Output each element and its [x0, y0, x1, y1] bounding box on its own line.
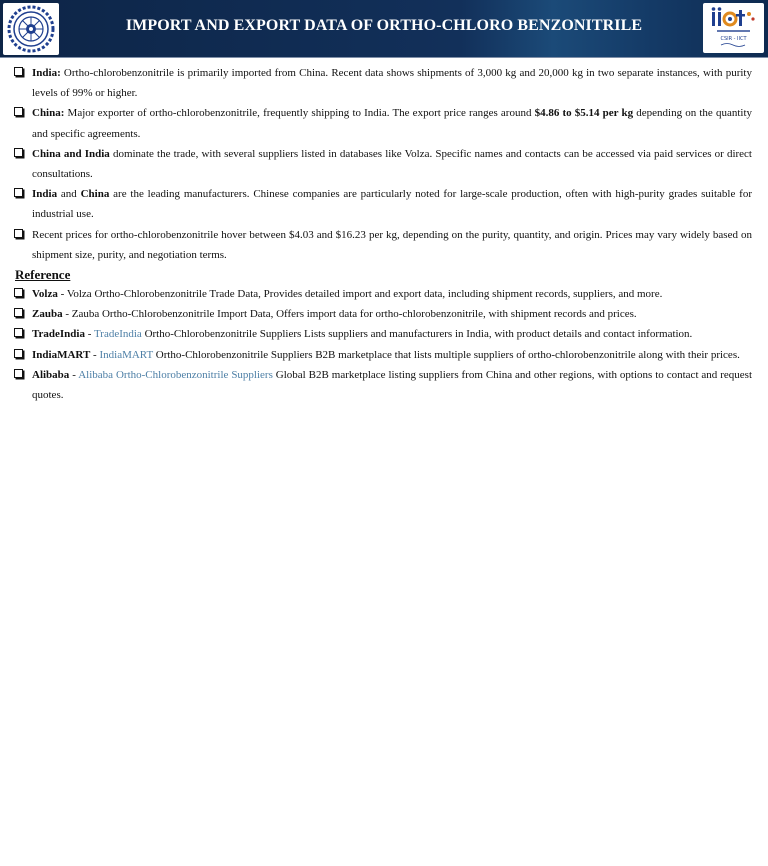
checkbox-bullet-icon	[14, 188, 23, 197]
item-text: depending on the quantity and specific agreements.	[32, 107, 752, 140]
reference-item-tradeindia	[0, 324, 768, 344]
page-title: IMPORT AND EXPORT DATA OF ORTHO-CHLORO BENZONITRILE	[125, 17, 643, 34]
trade-data-list	[0, 63, 768, 265]
reference-list	[0, 284, 768, 405]
reference-separator: -	[69, 368, 79, 381]
checkbox-bullet-icon	[14, 288, 23, 297]
item-text: and	[57, 188, 81, 201]
checkbox-bullet-icon	[14, 308, 23, 317]
checkbox-bullet-icon	[14, 148, 23, 157]
price-highlight: $4.86 to $5.14 per kg	[534, 107, 634, 120]
item-text: Major exporter of ortho-chlorobenzonitrile, frequently shipping to India. The export price ranges around	[64, 107, 535, 120]
alibaba-link[interactable]: Alibaba Ortho-Chlorobenzonitrile Suppliers	[78, 368, 273, 381]
item-label: India:	[32, 67, 61, 79]
list-item-prices	[0, 225, 768, 265]
header-bar	[0, 0, 768, 58]
reference-text: Global B2B marketplace listing suppliers from China and other regions, with options to contact and request quotes.	[32, 368, 753, 402]
iict-logo-subtitle: CSIR - IICT	[720, 36, 747, 42]
reference-text: Ortho-Chlorobenzonitrile Suppliers B2B marketplace that lists multiple suppliers of ortho-chlorobenzonitrile along with their prices.	[153, 348, 740, 361]
reference-name: TradeIndia	[32, 328, 85, 341]
indiamart-link[interactable]: IndiaMART	[99, 348, 153, 361]
item-text: dominate the trade, with several suppliers listed in databases like Volza. Specific names and contacts can be accessed via paid services or direct consultations.	[32, 147, 752, 181]
list-item-india	[0, 63, 768, 103]
tradeindia-link[interactable]: TradeIndia	[93, 328, 142, 341]
item-label: China	[80, 188, 110, 201]
csir-logo	[3, 3, 59, 55]
checkbox-bullet-icon	[14, 369, 23, 378]
iict-logo	[703, 3, 764, 53]
reference-name: IndiaMART	[32, 348, 91, 361]
list-item-china-and-india	[0, 144, 768, 184]
item-label: China and India	[32, 147, 110, 160]
reference-item-volza	[0, 284, 768, 304]
reference-name: Alibaba	[32, 368, 70, 381]
item-text: Ortho-chlorobenzonitrile is primarily imported from China. Recent data shows shipments of 3,000 kg and 20,000 kg in two separate instances, with purity levels of 99% or higher.	[32, 67, 752, 100]
reference-item-zauba	[0, 304, 768, 324]
checkbox-bullet-icon	[14, 349, 23, 358]
item-text: Recent prices for ortho-chlorobenzonitrile hover between $4.03 and $16.23 per kg, depending on the purity, quantity, and origin. Prices may vary widely based on shipment size, purity, and negotiation terms.	[32, 228, 752, 261]
list-item-manufacturers	[0, 184, 768, 224]
reference-text: Volza Ortho-Chlorobenzonitrile Trade Data, Provides detailed import and export data, including shipment records, suppliers, and more.	[66, 288, 663, 301]
reference-text: Ortho-Chlorobenzonitrile Suppliers Lists suppliers and manufacturers in India, with product details and contact information.	[141, 328, 693, 341]
reference-name: Zauba	[32, 308, 63, 321]
list-item-china	[0, 103, 768, 143]
main-content	[0, 63, 768, 405]
reference-separator: -	[84, 328, 94, 341]
item-label: India	[32, 188, 58, 201]
checkbox-bullet-icon	[14, 328, 23, 337]
item-text: are the leading manufacturers. Chinese companies are particularly noted for large-scale production, often with high-purity grades suitable for industrial use.	[32, 188, 752, 221]
checkbox-bullet-icon	[14, 107, 23, 116]
reference-item-indiamart	[0, 345, 768, 365]
reference-separator: -	[57, 288, 67, 301]
item-label: China:	[32, 107, 65, 120]
reference-text: Zauba Ortho-Chlorobenzonitrile Import Data, Offers import data for ortho-chlorobenzonitrile, with shipment records and prices.	[71, 308, 637, 321]
reference-separator: -	[62, 308, 72, 321]
reference-separator: -	[90, 348, 100, 361]
reference-item-alibaba	[0, 365, 768, 405]
reference-name: Volza	[32, 288, 58, 301]
checkbox-bullet-icon	[14, 67, 23, 76]
reference-heading: Reference	[15, 267, 71, 283]
checkbox-bullet-icon	[14, 229, 23, 238]
